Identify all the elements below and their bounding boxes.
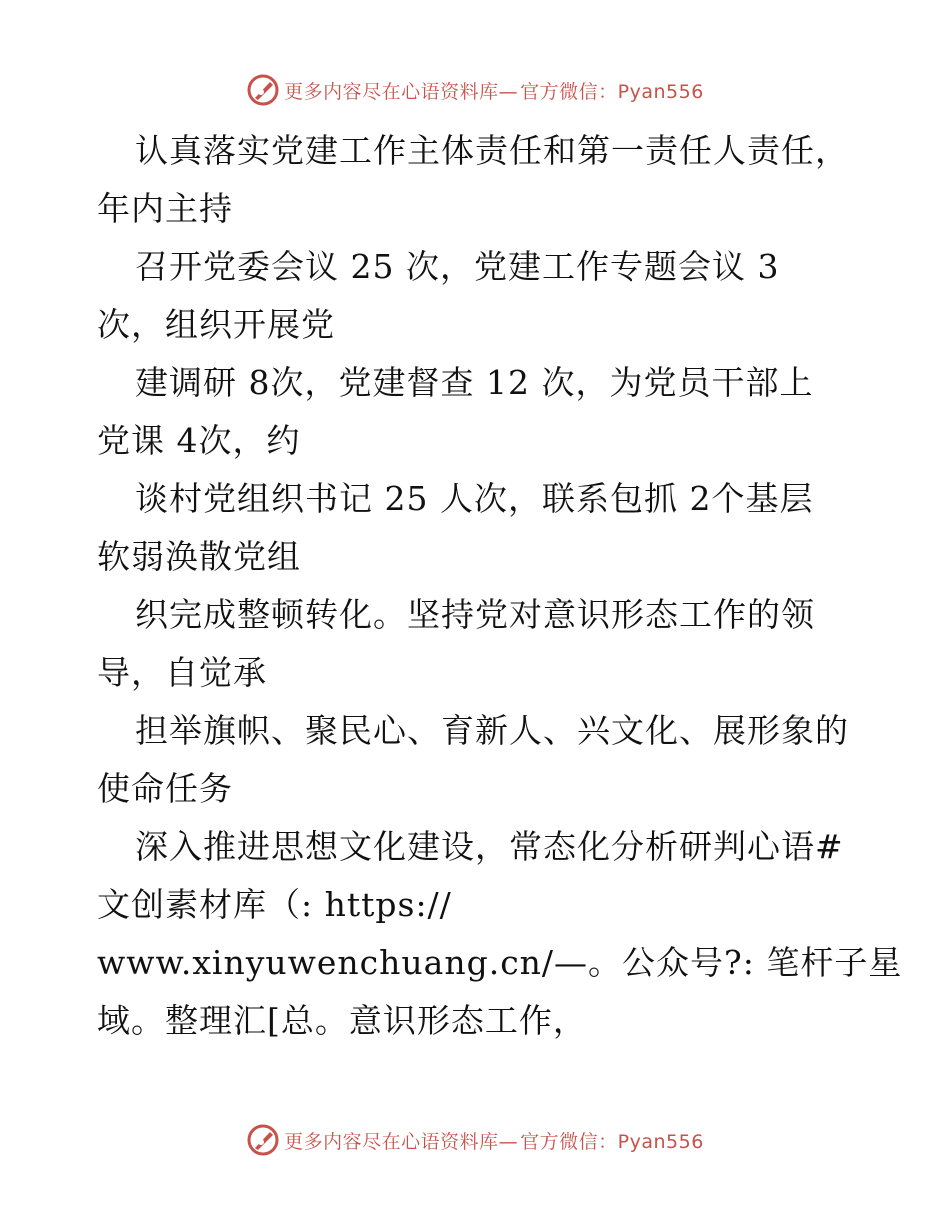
quill-seal-icon bbox=[246, 73, 280, 107]
body-line: 建调研 8次，党建督查 12 次，为党员干部上 bbox=[135, 363, 814, 402]
document-body bbox=[97, 122, 903, 1050]
body-line: 担举旗帜、聚民心、育新人、兴文化、展形象的 bbox=[135, 711, 849, 750]
body-line: 认真落实党建工作主体责任和第一责任人责任， bbox=[135, 131, 849, 170]
body-line: 次，组织开展党 bbox=[97, 305, 335, 344]
body-line: 年内主持 bbox=[97, 189, 233, 228]
footer-banner bbox=[0, 1120, 950, 1160]
header-banner bbox=[0, 70, 950, 110]
body-line: 召开党委会议 25 次，党建工作专题会议 3 bbox=[135, 247, 780, 286]
body-line: 文创素材库（: https:// bbox=[97, 885, 452, 924]
quill-seal-icon bbox=[246, 1123, 280, 1157]
banner-text: 更多内容尽在心语资料库— bbox=[284, 80, 519, 103]
body-line: 导，自觉承 bbox=[97, 653, 267, 692]
body-line: www.xinyuwenchuang.cn/—。公众号?: 笔杆子星 bbox=[97, 943, 903, 982]
body-line: 软弱涣散党组 bbox=[97, 537, 301, 576]
body-line: 织完成整顿转化。坚持党对意识形态工作的领 bbox=[135, 595, 815, 634]
body-line: 谈村党组织书记 25 人次，联系包抓 2个基层 bbox=[135, 479, 814, 518]
banner-wechat: 官方微信：Pyan556 bbox=[520, 1130, 704, 1153]
body-line: 深入推进思想文化建设，常态化分析研判心语# bbox=[135, 827, 844, 866]
body-line: 党课 4次，约 bbox=[97, 421, 301, 460]
banner-text: 更多内容尽在心语资料库— bbox=[284, 1130, 519, 1153]
body-line: 域。整理汇[总。意识形态工作， bbox=[97, 1001, 587, 1040]
body-line: 使命任务 bbox=[97, 769, 233, 808]
banner-wechat: 官方微信：Pyan556 bbox=[520, 80, 704, 103]
